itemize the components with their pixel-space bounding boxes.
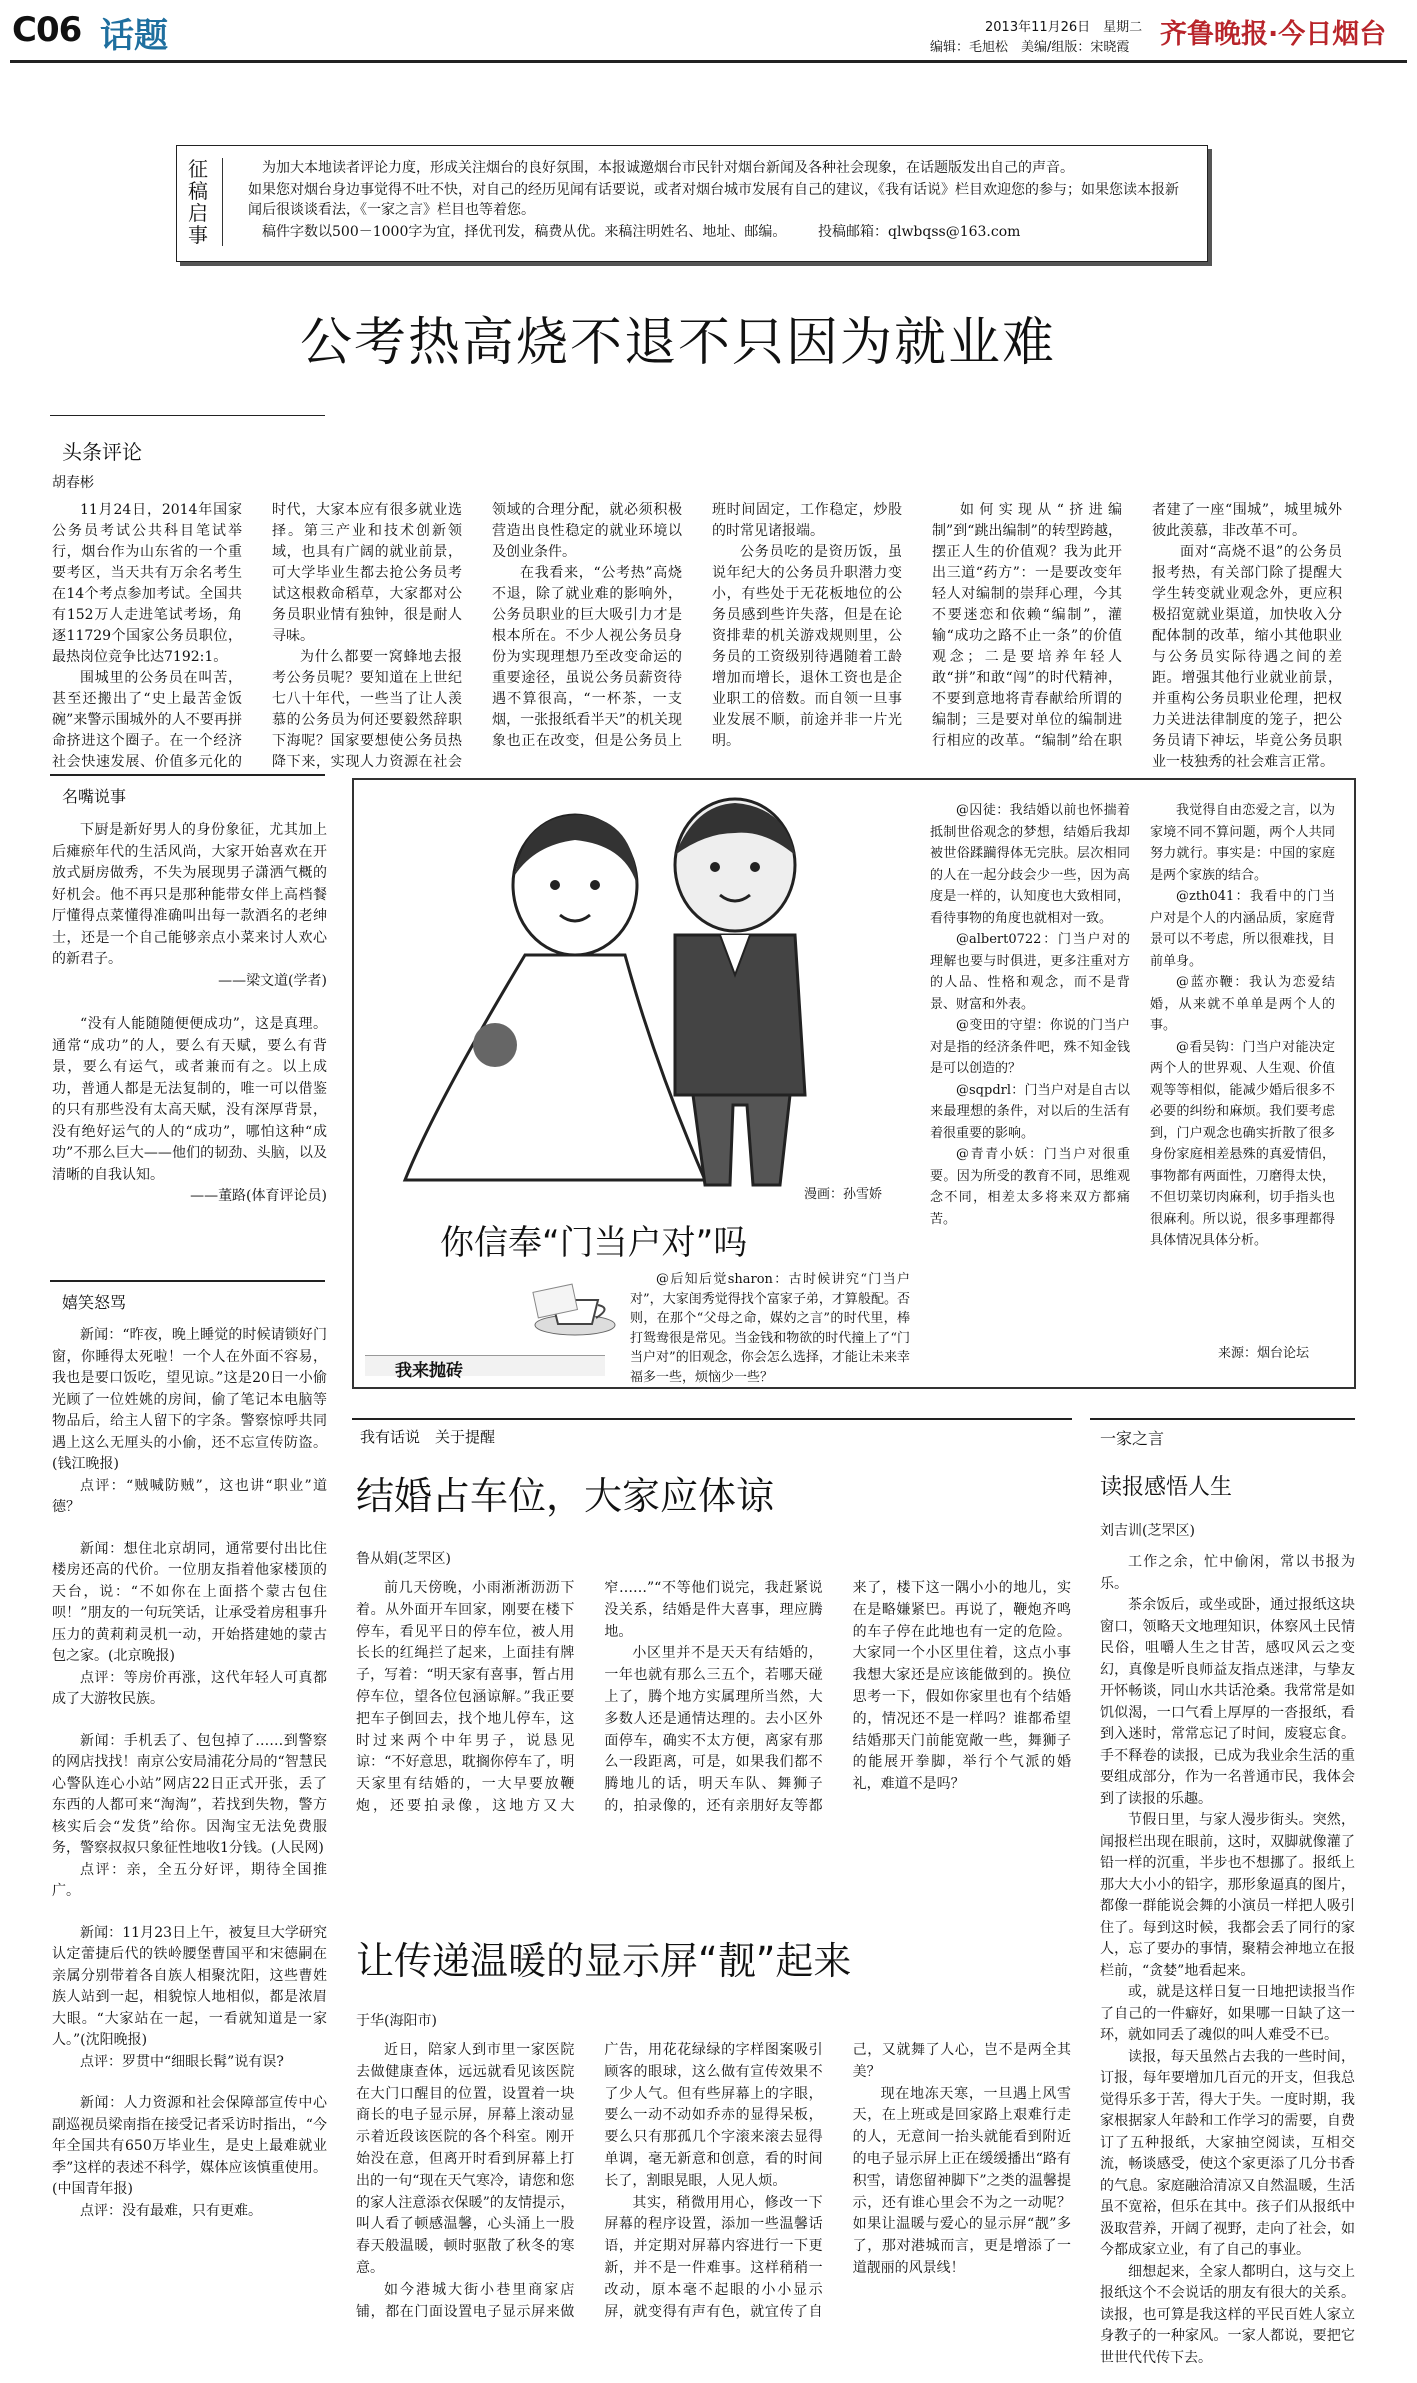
yijia-paragraph: 细想起来，全家人都明白，这与交上报纸这个不会说话的朋友有很大的关系。读报，也可算是我这样的平民百姓人家立身教子的一种家风。一家人都说，要把它世世代代传下去。 — [1100, 2263, 1355, 2366]
article2-paragraph: 如今港城大街小巷里商家店铺，都在门面设置电子显示屏来做广告，用花花绿绿的字样图案吸引顾客的眼球，这么做有宣传效果不了少人气。但有些屏幕上的字眼，要么一动不动如乔赤的显得呆板，要么只有那孤几个字滚来滚去显得单调，毫无新意和创意，看的时间长了，割眼晃眼，人见人烦。 — [356, 2042, 823, 2320]
xixiao-rule — [50, 1280, 325, 1282]
toutiao-paragraph: 围城里的公务员在叫苦，甚至还搬出了“史上最苦金饭碗”来警示围城外的人不要再拼命挤进这个圈子。在一个经济社会快速发展、价值多元化的时代，大家本应有很多就业选择。第三产业和技术创新领域，也具有广阔的就业前景，可大学毕业生都去抢公务员考试这根救命稻草，大家都对公务员职业情有独钟，很是耐人寻味。 — [52, 502, 462, 770]
topic-source: 来源：烟台论坛 — [1218, 1346, 1310, 1361]
article1-paragraph: 前几天傍晚，小雨淅淅沥沥下着。从外面开车回家，刚要在楼下停车，看见平日的停车位，被人用长长的红绳拦了起来，上面挂有牌子，写着：“明天家有喜事，暂占用停车位，望各位包涵谅解。”我正要把车子倒回去，找个地儿停车，这时过来两个中年男子，说恳见谅：“不好意思，耽搁你停车了，明天家里有结婚的，一大早要放鞭炮，还要拍录像，这地方又大窄……”“不等他们说完，我赶紧说没关系，结婚是件大喜事，理应腾地。 — [356, 1580, 823, 1814]
mingzui-rule — [50, 774, 325, 776]
callout-line-1: 为加大本地读者评论力度，形成关注烟台的良好氛围，本报诚邀烟台市民针对烟台新闻及各种社会现象，在话题版发出自己的声音。 — [262, 160, 1074, 176]
topic-comments-a — [930, 800, 1130, 1360]
article1-paragraph: 小区里并不是天天有结婚的，一年也就有那么三五个，若哪天碰上了，腾个地方实属理所当然，大多数人还是通情达理的。去小区外面停车，确实不太方便，离家有那么一段距离，可是，如果我们都不腾地儿的话，明天车队、舞狮子的，拍录像的，还有亲朋好友等都来了，楼下这一隅小小的地儿，实在是略嫌紧巴。再说了，鞭炮齐鸣的车子停在此地也有一定的危险。大家同一个小区里住着，这点小事我想大家还是应该能做到的。换位思考一下，假如你家里也有个结婚的，情况还不是一样吗？谁都希望结婚那天门前能宽敞一些，舞狮子的能展开拳脚，举行个气派的婚礼，难道不是吗？ — [604, 1580, 1071, 1814]
toutiao-tag: 头条评论 — [62, 440, 142, 464]
toutiao-paragraph: 11月24日，2014年国家公务员考试公共科目笔试举行，烟台作为山东省的一个重要考区，当天共有万余名考生在14个考点参加考试。全国共有152万人走进笔试考场，角逐11729个国家公务员职位，最热岗位竞争比达7192:1。 — [52, 502, 242, 665]
article2-paragraph: 其实，稍微用用心，修改一下屏幕的程序设置，添加一些温馨话语，并定期对屏幕内容进行一下更新，并不是一件难事。这样稍稍一改动，原本毫不起眼的小小显示屏，就变得有声有色，就宜传了自己，又就舞了人心，岂不是两全其美？ — [604, 2042, 1071, 2320]
yijia-paragraph: 茶余饭后，或坐或卧，通过报纸这块窗口，领略天文地理知识，体察风土民情民俗，咀嚼人生之甘苦，感叹风云之变幻，真像是听良师益友指点迷津，与挚友开怀畅谈，同山水共话沧桑。我常常是如饥似渴，一口气看上厚厚的一沓报纸，看到入迷时，常常忘记了时间，废寝忘食。手不释卷的读报，已成为我业余生活的重要组成部分，作为一名普通市民，我体会到了读报的乐趣。 — [1100, 1597, 1355, 1807]
article1-tags: 我有话说 关于提醒 — [360, 1428, 496, 1446]
coffee-cup-icon — [530, 1280, 620, 1340]
mingzui-signature: ——董路(体育评论员) — [190, 1188, 327, 1204]
yijia-paragraph: 读报，每天虽然占去我的一些时间，订报，每年要增加几百元的开支，但我总觉得乐多于苦，得大于失。一度时期，我家根据家人年龄和工作学习的需要，自费订了五种报纸，大家抽空阅读，互相交流，畅谈感受，使这个家更添了几分书香的气息。家庭融洽清凉又自然温暖，生活虽不宽裕，但乐在其中。孩子们从报纸中汲取营养，开阔了视野，走向了社会，如今都成家立业，有了自己的事业。 — [1100, 2048, 1355, 2258]
topic-label: 我来抛砖 — [395, 1361, 463, 1381]
yijia-body — [1100, 1552, 1355, 2372]
mingzui-paragraph: “没有人能随随便便成功”，这是真理。通常“成功”的人，要么有天赋，要么有背景，要么有运气，或者兼而有之。以上成功，普通人都是无法复制的，唯一可以借鉴的只有那些没有太高天赋，没有深厚背景，没有绝好运气的人的“成功”，哪怕这种“成功”不那么巨大——他们的韧劲、头脑，以及清晰的自我认知。 — [52, 1016, 327, 1183]
issue-date: 2013年11月26日 星期二 — [985, 20, 1143, 35]
xixiao-comment: 点评：等房价再涨，这代年轻人可真都成了大游牧民族。 — [52, 1669, 327, 1707]
xixiao-comment: 点评：没有最难，只有更难。 — [80, 2202, 262, 2219]
yijia-rule — [1090, 1418, 1355, 1420]
xixiao-news: 新闻：“昨夜，晚上睡觉的时候请锁好门窗，你睡得太死啦！一个人在外面不容易，我也是要口饭吃，望见谅。”这是20日一小偷光顾了一位姓姚的房间，偷了笔记本电脑等物品后，给主人留下的字条。警察惊呼共同遇上这么无厘头的小偷，还不忘宣传防盗。(钱江晚报) — [52, 1327, 327, 1472]
toutiao-paragraph: 如何实现从“挤进编制”到“跳出编制”的转型跨越，摆正人生的价值观？我为此开出三道“药方”：一是要改变年轻人对编制的崇拜心理，今其不要迷恋和依赖“编制”，灌输“成功之路不止一条”的价值观念；二是要培养年轻人敢“拼”和敢“闯”的时代精神，不要到意地将青春献给所谓的编制；三是要对单位的编制进行相应的改革。“编制”给在职者建了一座“围城”，城里城外彼此羡慕，非改革不可。 — [932, 502, 1342, 749]
toutiao-body — [52, 500, 1342, 800]
page-number: C06 — [12, 10, 82, 50]
topic-comment: @囚徒：我结婚以前也怀揣着抵制世俗观念的梦想，结婚后我却被世俗蹂躏得体无完肤。层次相同的人在一起分歧会少一些，因为高度是一样的，认知度也大致相同，看待事物的角度也就相对一致。 — [930, 803, 1130, 926]
illustration-credit: 漫画：孙雪娇 — [804, 1187, 883, 1202]
article1-title: 结婚占车位，大家应体谅 — [356, 1474, 775, 1518]
xixiao-news: 新闻：手机丢了、包包掉了……到警察的网店找找！南京公安局浦花分局的“智慧民心警队连心小站”网店22日正式开张，丢了东西的人都可来“淘淘”，若找到失物，警方核实后会“发货”给你。因淘宝无法免费服务，警察叔叔只象征性地收1分钱。(人民网) — [52, 1732, 327, 1856]
topic-lead-comment — [630, 1270, 910, 1387]
article2-author: 于华(海阳市) — [356, 2013, 437, 2029]
article1-body — [356, 1578, 1071, 1888]
xixiao-news: 新闻：人力资源和社会保障部宣传中心副巡视员梁南指在接受记者采访时指出，“今年全国共有650万毕业生，是史上最难就业季”这样的表述不科学，媒体应该慎重使用。(中国青年报) — [52, 2095, 327, 2197]
topic-comment: @变田的守望：你说的门当户对是指的经济条件吧，殊不知金钱是可以创造的？ — [930, 1018, 1130, 1076]
mingzui-signature: ——梁文道(学者) — [218, 972, 327, 989]
callout-email[interactable]: 投稿邮箱：qlwbqss@163.com — [818, 224, 1021, 240]
topic-comment: @zth041：我看中的门当户对是个人的内涵品质，家庭背景可以不考虑，所以很难找，目前单身。 — [1150, 889, 1335, 969]
yijia-tag: 一家之言 — [1100, 1429, 1165, 1448]
xixiao-comment: 点评：罗贯中“细眼长髯”说有误? — [80, 2053, 284, 2070]
article2-paragraph: 现在地冻天寒，一旦遇上风雪天，在上班或是回家路上艰难行走的人，无意间一抬头就能看到附近的电子显示屏上正在缓缓播出“路有积雪，请您留神脚下”之类的温馨提示，还有谁心里会不为之一动呢？如果让温暖与爱心的显示屏“靓”多了，那对港城而言，更是增添了一道靓丽的风景线！ — [852, 2085, 1071, 2276]
main-headline: 公考热高烧不退不只因为就业难 — [300, 313, 1057, 373]
xixiao-news: 新闻：11月23日上午，被复旦大学研究认定蕾捷后代的铁岭腰堡曹国平和宋德嗣在亲属分别带着各自族人相聚沈阳，这些曹姓族人站到一起，相貌惊人地相似，都是浓眉大眼。“大家站在一起，一看就知道是一家人。”(沈阳晚报) — [52, 1924, 327, 2048]
article1-rule — [352, 1418, 1072, 1420]
article1-author: 鲁从娟(芝罘区) — [356, 1551, 451, 1567]
wedding-couple-illustration — [375, 785, 895, 1205]
xixiao-body — [52, 1325, 327, 2365]
toutiao-paragraph: 在我看来，“公考热”高烧不退，除了就业难的影响外，公务员职业的巨大吸引力才是根本所在。不少人视公务员身份为实现理想乃至改变命运的重要途径，虽说公务员薪资待遇不算很高，“一杯茶，一支烟，一张报纸看半天”的机关现象也正在改变，但是公务员上班时间固定，工作稳定，炒股的时常见诸报端。 — [492, 502, 902, 749]
toutiao-paragraph: 为什么都要一窝蜂地去报考公务员呢？要知道在上世纪七八十年代，一些当了让人羡慕的公务员为何还要毅然辞职下海呢？国家要想使公务员热降下来，实现人力资源在社会领域的合理分配，就必须积极营造出良性稳定的就业环境以及创业条件。 — [272, 502, 682, 770]
mingzui-tag: 名嘴说事 — [62, 787, 127, 806]
yijia-paragraph: 工作之余，忙中偷闲，常以书报为乐。 — [1100, 1554, 1355, 1592]
xixiao-comment: 点评：亲，全五分好评，期待全国推广。 — [52, 1861, 327, 1899]
topic-comment: @青青小妖：门当户对很重要。因为所受的教育不同，思维观念不同，相差太多将来双方都痛苦。 — [930, 1147, 1130, 1227]
topic-comment: 我觉得自由恋爱之言，以为家境不同不算问题，两个人共同努力就行。事实是：中国的家庭是两个家族的结合。 — [1150, 803, 1335, 883]
toutiao-rule — [50, 415, 325, 416]
toutiao-paragraph: 面对“高烧不退”的公务员报考热，有关部门除了提醒大学生转变就业观念外，更应积极招宽就业渠道，加快收入分配体制的改革，缩小其他职业与公务员实际待遇之间的差距。增强其他行业就业前景，并重构公务员职业伦理，把权力关进法律制度的笼子，把公务员请下神坛，毕竟公务员职业一枝独秀的社会难言正常。 — [1152, 544, 1342, 770]
yijia-author: 刘吉训(芝罘区) — [1100, 1523, 1195, 1539]
yijia-paragraph: 节假日里，与家人漫步街头。突然，闻报栏出现在眼前，这时，双脚就像灌了铅一样的沉重，半步也不想挪了。报纸上那大大小小的铅字，那形象逼真的图片，都像一群能说会舞的小演员一样把人吸引住了。每到这时候，我都会丢了同行的家人，忘了要办的事情，聚精会神地立在报栏前，“贪婪”地看起来。 — [1100, 1812, 1355, 1979]
toutiao-paragraph: 公务员吃的是资历饭，虽说年纪大的公务员升职潜力变小，有些处于无花板地位的公务员感到些许失落，但是在论资排辈的机关游戏规则里，公务员的工资级别待遇随着工龄增加而增长，退休工资也是企业职工的倍数。而自领一旦事业发展不顺，前途并非一片光明。 — [712, 544, 902, 749]
topic-comment: @albert0722：门当户对的理解也要与时俱进，更多注重对方的人品、性格和观念，而不是背景、财富和外表。 — [930, 932, 1130, 1012]
article2-body — [356, 2040, 1071, 2375]
topic-title: 你信奉“门当户对”吗 — [440, 1223, 748, 1263]
yijia-paragraph: 或，就是这样日复一日地把读报当作了自己的一件癖好，如果哪一日缺了这一环，就如同丢了魂似的叫人难受不已。 — [1100, 1984, 1355, 2043]
newspaper-brand: 齐鲁晚报·今日烟台 — [1160, 19, 1387, 50]
callout-line-2: 如果您对烟台身边事觉得不吐不快，对自己的经历见闻有话要说，或者对烟台城市发展有自己的建议，《我有话说》栏目欢迎您的参与；如果您读本报新闻后很谈谈看法，《一家之言》栏目也等着您。 — [248, 182, 1179, 218]
toutiao-author: 胡春彬 — [52, 475, 94, 491]
editors-line: 编辑：毛旭松 美编/组版：宋晓霞 — [930, 40, 1130, 55]
section-name: 话题 — [100, 16, 168, 56]
topic-comment: @后知后觉sharon：古时候讲究“门当户对”，大家闺秀觉得找个富家子弟，才算般配。否则，在那个“父母之命，媒妁之言”的时代里，棒打鸳鸯很是常见。当金钱和物欲的时代撞上了“门当户对”的旧观念，你会怎么选择，才能让未来幸福多一些，烦恼少一些？ — [630, 1272, 910, 1385]
article2-title: 让传递温暖的显示屏“靓”起来 — [356, 1939, 852, 1983]
topic-comment: @蓝亦鞭：我认为恋爱结婚，从来就不单单是两个人的事。 — [1150, 975, 1335, 1033]
yijia-title: 读报感悟人生 — [1100, 1475, 1233, 1500]
callout-line-3: 稿件字数以500－1000字为宜，择优刊发，稿费从优。来稿注明姓名、地址、邮编。 — [262, 224, 787, 240]
xixiao-tag: 嬉笑怒骂 — [62, 1293, 127, 1312]
mingzui-paragraph: 下厨是新好男人的身份象征，尤其加上后瘫瘀年代的生活风尚，大家开始喜欢在开放式厨房做秀，不失为展现男子潇洒气概的好机会。他不再只是那种能带女伴上高档餐厅懂得点菜懂得准确叫出每一款酒名的老绅士，还是一个自己能够亲点小菜来讨人欢心的新君子。 — [52, 822, 327, 967]
topic-comments-b — [1150, 800, 1335, 1340]
article2-paragraph: 近日，陪家人到市里一家医院去做健康查体，远远就看见该医院在大门口醒目的位置，设置着一块商长的电子显示屏，屏幕上滚动显示着近段该医院的各个科室。刚开始没在意，但离开时看到屏幕上打出的一句“现在天气寒冷，请您和您的家人注意添衣保暖”的友情提示，叫人看了顿感温馨，心头涌上一股春天般温暖，顿时驱散了秋冬的寒意。 — [356, 2042, 575, 2276]
topic-comment: @sqpdrl：门当户对是自古以来最理想的条件，对以后的生活有着很重要的影响。 — [930, 1082, 1130, 1141]
call-for-submissions-label: 征稿启事 — [188, 158, 223, 246]
xixiao-news: 新闻：想住北京胡同，通常要付出比住楼房还高的代价。一位朋友指着他家楼顶的天台，说：“不如你在上面搭个蒙古包住呗！”朋友的一句玩笑话，让承受着房租事升压力的黄莉莉灵机一动，开始搭建她的蒙古包之家。(北京晚报) — [52, 1540, 327, 1664]
header-rule — [10, 60, 1407, 63]
xixiao-comment: 点评：“贼喊防贼”，这也讲“职业”道德？ — [52, 1477, 327, 1515]
topic-comment: @看吴钩：门当户对能决定两个人的世界观、人生观、价值观等等相似，能减少婚后很多不必要的纠纷和麻烦。我们要考虑到，门户观念也确实折散了很多身份家庭相差悬殊的真爱情侣，事物都有两面性，刀磨得太快，不但切菜切肉麻利，切手指头也很麻利。所以说，很多事理都得具体情况具体分析。 — [1150, 1039, 1335, 1248]
